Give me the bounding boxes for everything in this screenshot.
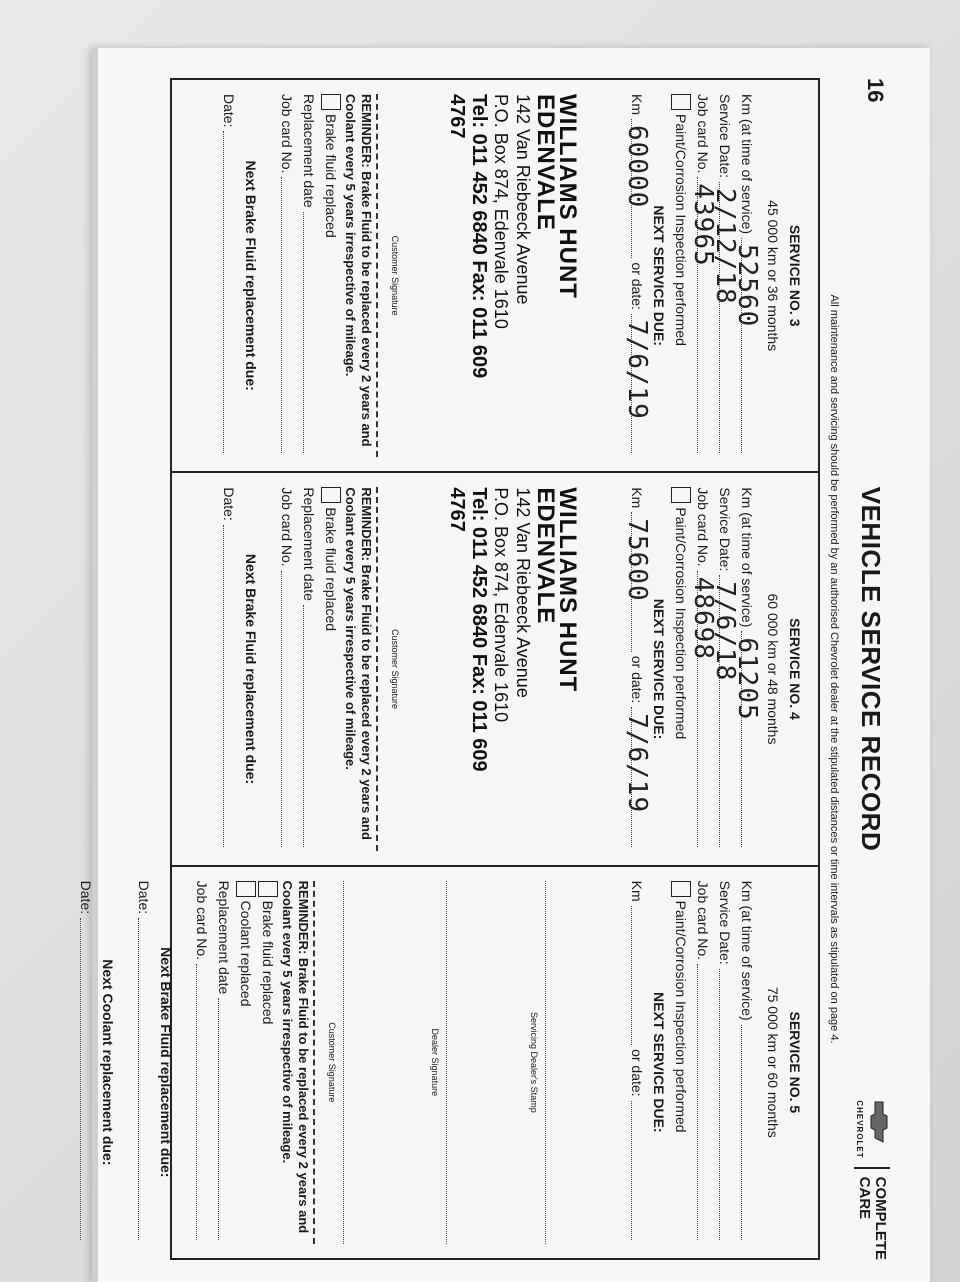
km-field: Km (at time of service)	[736, 881, 758, 1244]
chevrolet-bowtie-icon	[869, 1100, 889, 1144]
next-brake-heading: Next Brake Fluid replacement due:	[243, 553, 259, 785]
service-record-page	[78, 78, 900, 1260]
checkbox-icon	[671, 94, 691, 110]
replacement-date-field: Replacement date	[213, 881, 235, 1244]
page-number: 16	[863, 78, 888, 103]
page-title: VEHICLE SERVICE RECORD	[856, 486, 886, 852]
service-title: SERVICE NO. 4	[787, 618, 803, 720]
job-card-no-field: Job card No.	[276, 94, 298, 457]
next-km-value: 75600	[622, 518, 652, 602]
km-field: Km (at time of service) 61205	[736, 487, 758, 850]
customer-signature-caption: Customer Signature	[390, 235, 400, 316]
checkbox-icon	[236, 881, 256, 897]
job-card-field: Job card No. 43965	[692, 94, 714, 457]
service-interval: 75 000 km or 60 months	[765, 986, 781, 1138]
service-title: SERVICE NO. 5	[787, 1011, 803, 1114]
brand-name: CHEVROLET	[855, 1100, 864, 1159]
intro-text: All maintenance and servicing should be performed by an authorised Chevrolet dealer at the stipulated distances or time intervals as stipulated on page 4.	[828, 294, 840, 1044]
service-date-field: Service Date:	[714, 881, 736, 1244]
next-coolant-heading: Next Coolant replacement due:	[100, 959, 116, 1166]
next-service-due-heading: NEXT SERVICE DUE:	[651, 598, 667, 740]
customer-signature-area	[343, 881, 378, 1244]
date-field: Date:	[218, 487, 240, 850]
date-field: Date:	[218, 94, 240, 457]
dealer-stamp-area	[545, 881, 580, 1244]
brand-label: COMPLETE CARE	[856, 1176, 889, 1260]
replacement-date-field: Replacement date	[298, 487, 320, 850]
job-card-value: 48698	[688, 576, 718, 660]
customer-signature-caption: Customer Signature	[327, 1022, 337, 1103]
job-card-value: 43965	[688, 183, 718, 267]
checkbox-icon	[671, 487, 691, 503]
service-interval: 45 000 km or 36 months	[765, 200, 781, 352]
checkbox-icon	[671, 881, 691, 897]
next-km-value: 60000	[622, 125, 652, 209]
paint-inspection-check: Paint/Corrosion Inspection performed	[670, 94, 692, 457]
replacement-date-field: Replacement date	[298, 94, 320, 457]
km-field: Km (at time of service) 52560	[736, 94, 758, 457]
service-title: SERVICE NO. 3	[787, 224, 803, 327]
reminder-text: REMINDER: Brake Fluid to be replaced every 2 years and Coolant every 5 years irrespective of mileage.	[342, 94, 378, 457]
dealer-signature-caption: Dealer Signature	[430, 1028, 440, 1097]
next-km-field: Km 75600 or date: 7/6/19	[626, 487, 648, 850]
km-value: 52560	[732, 244, 762, 328]
paint-inspection-check: Paint/Corrosion Inspection performed	[670, 487, 692, 850]
checkbox-icon	[258, 881, 278, 897]
next-km-field: Km or date:	[626, 881, 648, 1244]
checkbox-icon	[321, 94, 341, 110]
brake-fluid-check: Brake fluid replaced	[320, 94, 342, 457]
brake-fluid-check: Brake fluid replaced	[320, 487, 342, 850]
dealer-signature-area	[446, 881, 481, 1244]
dealer-stamp-caption: Servicing Dealer's Stamp	[529, 1011, 539, 1113]
job-card-field: Job card No.	[692, 881, 714, 1244]
service-3-column	[172, 80, 818, 473]
job-card-no-field: Job card No.	[191, 881, 213, 1244]
service-date-field: Service Date: 7/6/18	[714, 487, 736, 850]
customer-signature-caption: Customer Signature	[390, 628, 400, 710]
date-field: Date:	[133, 881, 155, 1244]
checkbox-icon	[321, 487, 341, 503]
dealer-stamp-area	[428, 487, 581, 850]
next-brake-heading: Next Brake Fluid replacement due:	[243, 160, 259, 391]
service-grid	[78, 78, 820, 1260]
reminder-text: REMINDER: Brake Fluid to be replaced every 2 years and Coolant every 5 years irrespective of mileage.	[279, 881, 315, 1244]
next-service-due-heading: NEXT SERVICE DUE:	[651, 992, 667, 1133]
date-field-coolant: Date:	[75, 881, 97, 1244]
dealer-stamp: WILLIAMS HUNT EDENVALE 142 Van Riebeeck Avenue P.O. Box 874, Edenvale 1610 Tel: 011 452 6840 Fax: 011 609 4767	[446, 94, 581, 379]
service-date-value: 2/12/18	[710, 188, 740, 305]
service-date-value: 7/6/18	[710, 581, 740, 682]
next-service-due-heading: NEXT SERVICE DUE:	[651, 205, 667, 346]
km-value: 61205	[732, 637, 762, 721]
brand-logo	[854, 1100, 890, 1260]
service-date-field: Service Date: 2/12/18	[714, 94, 736, 457]
paint-inspection-check: Paint/Corrosion Inspection performed	[670, 881, 692, 1244]
service-interval: 60 000 km or 48 months	[765, 593, 781, 745]
next-date-value: 7/6/19	[622, 713, 652, 814]
dealer-stamp: WILLIAMS HUNT EDENVALE 142 Van Riebeeck Avenue P.O. Box 874, Edenvale 1610 Tel: 011 452 6840 Fax: 011 609 4767	[446, 487, 581, 772]
job-card-field: Job card No. 48698	[692, 487, 714, 850]
next-km-field: Km 60000 or date: 7/6/19	[626, 94, 648, 457]
next-brake-heading: Next Brake Fluid replacement due:	[158, 947, 174, 1178]
job-card-no-field: Job card No.	[276, 487, 298, 850]
brand-divider	[854, 1167, 890, 1169]
reminder-text: REMINDER: Brake Fluid to be replaced every 2 years and Coolant every 5 years irrespective of mileage.	[342, 487, 378, 850]
service-5-column	[78, 867, 818, 1258]
coolant-check: Coolant replaced	[235, 881, 257, 1244]
service-4-column	[172, 473, 818, 866]
dealer-stamp-area	[428, 94, 581, 457]
brake-fluid-check: Brake fluid replaced	[257, 881, 279, 1244]
next-date-value: 7/6/19	[622, 319, 652, 420]
